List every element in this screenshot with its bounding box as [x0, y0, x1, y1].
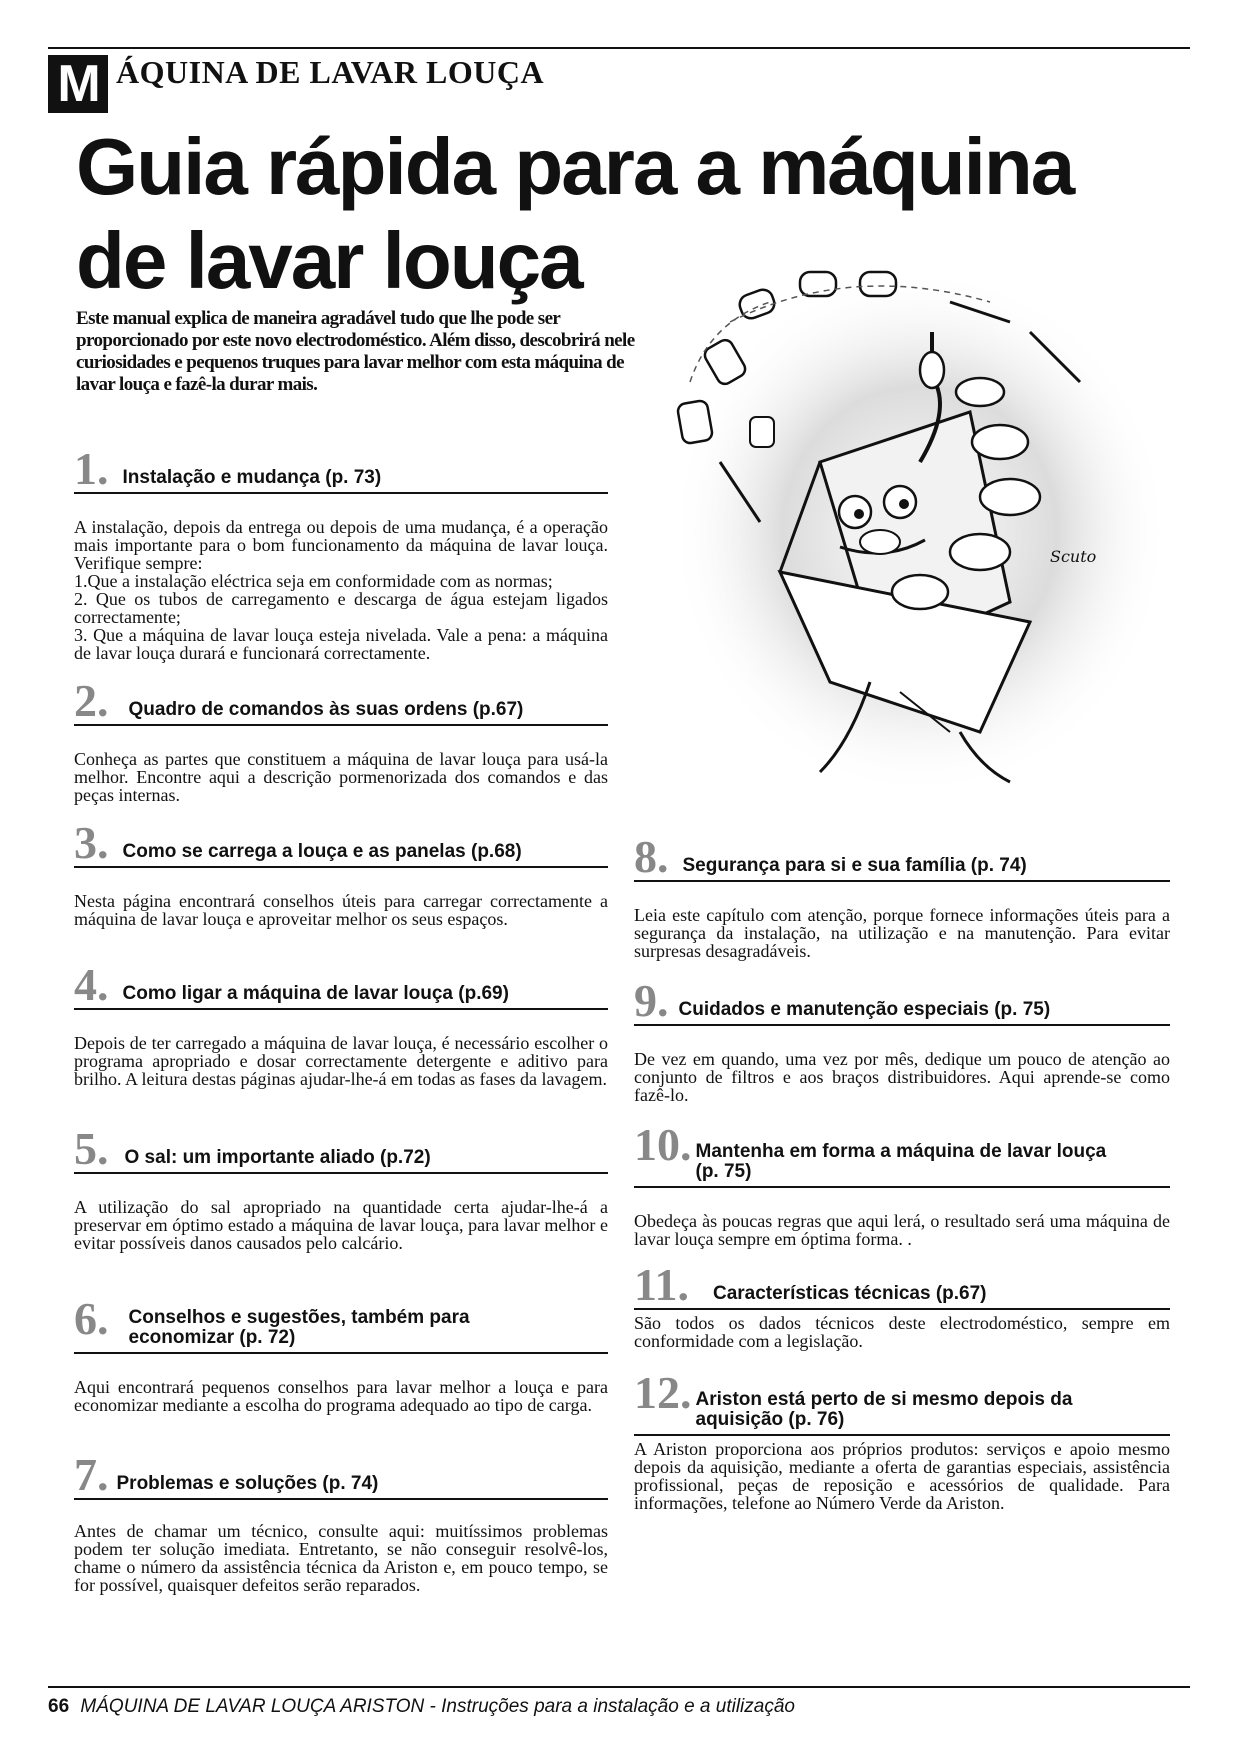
section-heading: Mantenha em forma a máquina de lavar louça (p. 75) — [695, 1141, 1107, 1182]
section-heading: O sal: um importante aliado (p.72) — [124, 1147, 431, 1168]
section-8 — [634, 832, 1170, 960]
section-number: 8. — [634, 831, 669, 882]
section-1 — [74, 440, 608, 662]
page-footer — [48, 1696, 795, 1718]
section-number: 7. — [74, 1449, 109, 1500]
page-title: Guia rápida para a máquina de lavar louça — [76, 122, 1074, 305]
section-heading: Conselhos e sugestões, também para economizar (p. 72) — [128, 1307, 470, 1348]
section-7 — [74, 1449, 608, 1595]
section-number: 6. — [74, 1293, 109, 1344]
section-5 — [74, 1123, 608, 1253]
section-number: 12. — [634, 1367, 692, 1418]
header-title: ÁQUINA DE LAVAR LOUÇA — [116, 54, 545, 90]
section-heading: Características técnicas (p.67) — [712, 1283, 987, 1304]
section-number: 3. — [74, 817, 109, 868]
section-10 — [634, 1119, 1170, 1249]
top-rule — [48, 47, 1190, 49]
footer-page-number: 66 — [48, 1696, 70, 1717]
footer-text: MÁQUINA DE LAVAR LOUÇA ARISTON - Instruções para a instalação e a utilização — [80, 1696, 795, 1717]
section-number: 5. — [74, 1123, 109, 1174]
section-heading: Como ligar a máquina de lavar louça (p.69) — [122, 983, 509, 1004]
section-heading: Quadro de comandos às suas ordens (p.67) — [128, 699, 524, 720]
section-body: Obedeça às poucas regras que aqui lerá, o resultado será uma máquina de lavar louça sempre em óptima forma. . — [634, 1211, 1170, 1249]
section-body: Conheça as partes que constituem a máquina de lavar louça para usá-la melhor. Encontre aqui a descrição pormenorizada dos comandos e das peças internas. — [74, 749, 608, 805]
section-body: A instalação, depois da entrega ou depois de uma mudança, é a operação mais importante para o bom funcionamento da máquina de lavar louça. Verifique sempre: 1.Que a instalação eléctrica seja em conformidade com as normas; 2. Que os tubos de carregamento e descarga de água estejam ligados correctamente; 3. Que a máquina de lavar louça esteja nivelada. Vale a pena: a máquina de lavar louça durará e funcionará correctamente. — [74, 517, 608, 663]
section-body: A utilização do sal apropriado na quantidade certa ajudar-lhe-á a preservar em óptimo estado a máquina de lavar louça, para lavar melhor e evitar possíveis danos causados pelo calcário. — [74, 1197, 608, 1253]
section-heading: Segurança para si e sua família (p. 74) — [682, 855, 1027, 876]
section-6 — [74, 1293, 608, 1415]
dishwasher-cartoon-icon — [650, 262, 1170, 802]
section-body: Depois de ter carregado a máquina de lavar louça, é necessário escolher o programa apropriado e dosar correctamente detergente e aditivo para brilho. A leitura destas páginas ajudar-lhe-á em todas as fases da lavagem. — [74, 1033, 608, 1089]
section-4 — [74, 959, 608, 1089]
section-heading: Problemas e soluções (p. 74) — [116, 1473, 379, 1494]
bottom-rule — [48, 1686, 1190, 1688]
section-body: Leia este capítulo com atenção, porque fornece informações úteis para a segurança da instalação, na utilização e na manutenção. Para evitar surpresas desagradáveis. — [634, 905, 1170, 961]
header-initial: M — [57, 55, 101, 113]
section-body: Antes de chamar um técnico, consulte aqui: muitíssimos problemas podem ter solução imediata. Entretanto, se não conseguir resolvê-los, chame o número da assistência técnica da Ariston e, em pouco tempo, se for possível, quaisquer defeitos serão reparados. — [74, 1521, 608, 1595]
section-12 — [634, 1367, 1170, 1513]
section-number: 10. — [634, 1119, 692, 1170]
section-heading: Ariston está perto de si mesmo depois da aquisição (p. 76) — [695, 1389, 1073, 1430]
section-9 — [634, 975, 1170, 1105]
section-body: Nesta página encontrará conselhos úteis para carregar correctamente a máquina de lavar louça e aproveitar melhor os seus espaços. — [74, 891, 608, 929]
section-body: De vez em quando, uma vez por mês, dedique um pouco de atenção ao conjunto de filtros e aos braços distribuidores. Aqui aprende-se como fazê-lo. — [634, 1049, 1170, 1105]
section-2 — [74, 675, 608, 805]
section-heading: Como se carrega a louça e as panelas (p.68) — [122, 841, 522, 862]
section-heading: Instalação e mudança (p. 73) — [122, 467, 382, 488]
section-number: 4. — [74, 959, 109, 1010]
section-body: Aqui encontrará pequenos conselhos para lavar melhor a louça e para economizar mediante a escolha do programa adequado ao tipo de carga. — [74, 1377, 608, 1415]
section-number: 11. — [634, 1259, 689, 1310]
section-number: 2. — [74, 675, 109, 726]
section-3 — [74, 817, 608, 929]
section-number: 1. — [74, 443, 109, 494]
section-body: A Ariston proporciona aos próprios produtos: serviços e apoio mesmo depois da aquisição, mediante a oferta de garantias especiais, assistência profissional, peças de reposição e acessórios de qualidade. Para informações, telefone ao Número Verde da Ariston. — [634, 1439, 1170, 1513]
section-11 — [634, 1259, 1170, 1351]
section-heading: Cuidados e manutenção especiais (p. 75) — [678, 999, 1051, 1020]
section-number: 9. — [634, 975, 669, 1026]
section-body: São todos os dados técnicos deste electrodoméstico, sempre em conformidade com a legislação. — [634, 1313, 1170, 1351]
illustration-signature: Scuto — [1050, 547, 1097, 566]
intro-paragraph: Este manual explica de maneira agradável tudo que lhe pode ser proporcionado por este novo electrodoméstico. Além disso, descobrirá nele curiosidades e pequenos truques para lavar melhor com esta máquina de lavar louça e fazê-la durar mais. — [76, 308, 635, 395]
